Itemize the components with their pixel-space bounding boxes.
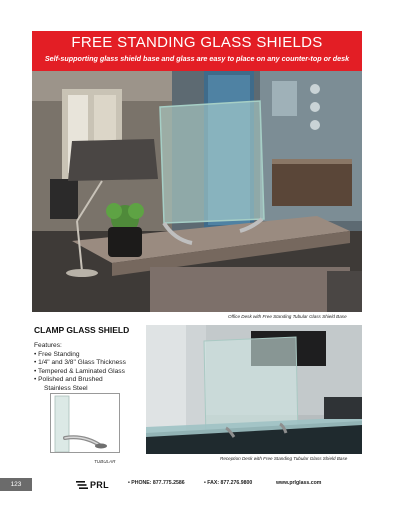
page-title: FREE STANDING GLASS SHIELDS (71, 34, 323, 51)
feature-item: • Tempered & Laminated Glass (34, 367, 125, 375)
footer-fax: • FAX: 877.276.9800 (204, 480, 253, 486)
tubular-base-thumbnail (50, 393, 120, 453)
prl-logo-mark-icon (76, 480, 88, 490)
feature-item: • 1/4" and 3/8" Glass Thickness (34, 359, 126, 367)
office-photo-caption: Office Desk with Free Standing Tubular Glass Shield Base (228, 314, 347, 319)
office-desk-photo (32, 71, 362, 312)
header-banner (32, 31, 362, 71)
prl-logo (76, 478, 109, 491)
page-number: 123 (0, 478, 32, 491)
thumbnail-label: TUBULAR (94, 459, 116, 464)
feature-item: • Free Standing (34, 350, 80, 358)
prl-logo-text: PRL (90, 479, 109, 490)
reception-desk-illustration (146, 325, 362, 454)
reception-photo-caption: Reception Desk with Free Standing Tubular Glass Shield Base (220, 456, 348, 461)
features-list (34, 342, 126, 394)
feature-item: Stainless Steel (44, 384, 88, 392)
clamp-section-title: CLAMP GLASS SHIELD (34, 325, 130, 335)
office-desk-illustration (32, 71, 362, 312)
features-heading: Features: (34, 342, 62, 349)
footer-website[interactable]: www.prlglass.com (276, 480, 322, 486)
feature-item: • Polished and Brushed (34, 376, 103, 384)
tubular-base-illustration (51, 394, 120, 453)
page-subtitle: Self-supporting glass shield base and glass are easy to place on any counter-top or desk (44, 54, 350, 63)
footer-phone: • PHONE: 877.775.2586 (128, 480, 185, 486)
reception-desk-photo (146, 325, 362, 454)
